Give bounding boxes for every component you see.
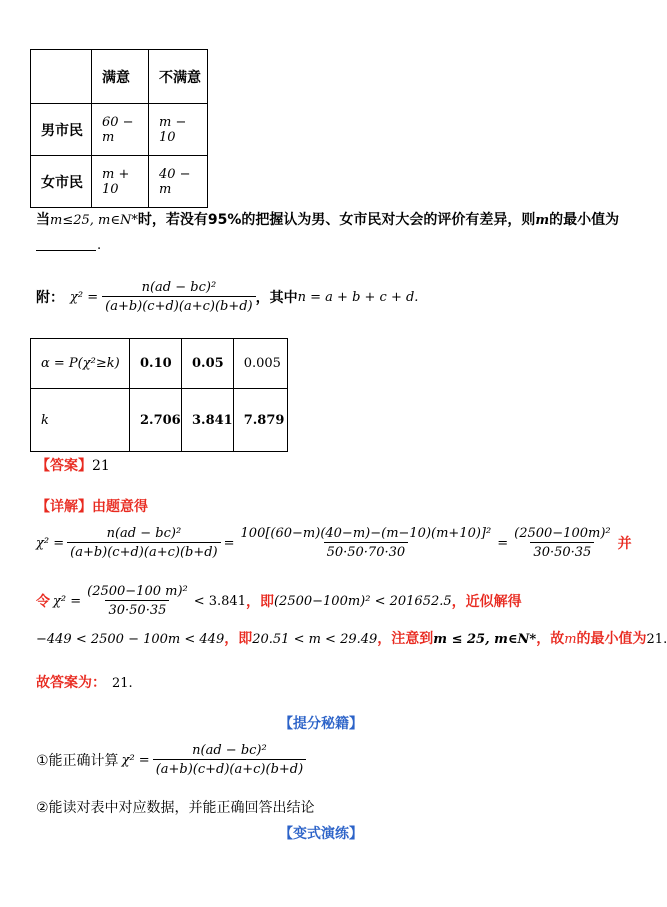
- table-corner-cell: [31, 50, 92, 104]
- tips-title: 【提分秘籍】: [279, 716, 363, 732]
- conclusion-line: 故答案为： 21.: [36, 675, 133, 691]
- cell-female-satisfied: m + 10: [92, 156, 149, 208]
- alpha-value: 0.05: [182, 339, 234, 389]
- chi-square-fraction: $\frac{\text{n(ad − bc)²}}{(a+b)(c+d)(a+c)(b+d)}$: [102, 280, 256, 314]
- cell-female-unsatisfied: 40 − m: [149, 156, 208, 208]
- alpha-value: 0.10: [130, 339, 182, 389]
- row-label-female: 女市民: [31, 156, 92, 208]
- inequality-fraction: $\frac{\text{(2500−100 m)²}}{30\cdot 50\cdot 35}$: [87, 584, 188, 618]
- question-text: 当m≤25, m∈N*时，若没有95%的把握认为男、女市民对大会的评价有差异，则m的最小值为: [36, 212, 620, 228]
- detail-solution-line: −449 < 2500 − 100m < 449，即20.51 < m < 29.49，注意到m ≤ 25, m∈N*，故m的最小值为21.: [36, 631, 667, 647]
- k-value: 3.841: [182, 389, 234, 452]
- answer-blank: [36, 250, 96, 251]
- question-condition: m≤25, m∈N*: [50, 213, 138, 228]
- alpha-label: α = P(χ²≥k): [31, 339, 130, 389]
- substituted-fraction: $\frac{\text{100[(60−m)(40−m)−(m−10)(m+10)]²}}{50\cdot 50\cdot 70\cdot 30}$: [240, 526, 492, 560]
- detail-inequality-line: 令 χ² = $\frac{\text{(2500−100 m)²}}{30\cdot 50\cdot 35}$ < 3.841 ，即 (2500−100m)² < 201652.5 ，近似解得: [36, 584, 522, 618]
- appendix-formula: 附： χ² = $\frac{\text{n(ad − bc)²}}{(a+b)(c+d)(a+c)(b+d)}$ ，其中 n = a + b + c + d.: [36, 280, 419, 314]
- answer-label: 【答案】: [36, 458, 92, 474]
- simplified-fraction: $\frac{\text{(2500−100m)²}}{30\cdot 50\cdot 35}$: [514, 526, 611, 560]
- answer-blank-end: .: [97, 238, 102, 253]
- k-value: 2.706: [130, 389, 182, 452]
- k-value: 7.879: [233, 389, 287, 452]
- k-label: k: [31, 389, 130, 452]
- header-unsatisfied: 不满意: [149, 50, 208, 104]
- cell-male-satisfied: 60 − m: [92, 104, 149, 156]
- formula-fraction: $\frac{\text{n(ad − bc)²}}{(a+b)(c+d)(a+c)(b+d)}$: [67, 526, 221, 560]
- detail-formula-line: χ² = $\frac{\text{n(ad − bc)²}}{(a+b)(c+d)(a+c)(b+d)}$ = $\frac{\text{100[(60−m)(40−m)−(m−10)(m+10)]²}}{50\cdot 50\cdot 70\cdot 30}$ = $\frac{\text{(2500−100m)²}}{30\cdot 50\cdot 35}$ 并: [36, 526, 632, 560]
- answer-value: 21: [92, 458, 110, 474]
- critical-value-table: [30, 338, 288, 452]
- contingency-table: [30, 49, 208, 208]
- header-satisfied: 满意: [92, 50, 149, 104]
- tip-fraction: $\frac{\text{n(ad − bc)²}}{(a+b)(c+d)(a+c)(b+d)}$: [153, 743, 307, 777]
- alpha-value: 0.005: [233, 339, 287, 389]
- variant-title: 【变式演练】: [279, 826, 363, 842]
- answer-line: [36, 455, 110, 475]
- detail-heading: 【详解】由题意得: [36, 499, 148, 515]
- cell-male-unsatisfied: m − 10: [149, 104, 208, 156]
- tip-item-1: ①能正确计算 χ² = $\frac{\text{n(ad − bc)²}}{(a+b)(c+d)(a+c)(b+d)}$: [36, 743, 306, 777]
- tip-item-2: ②能读对表中对应数据，并能正确回答出结论: [36, 800, 315, 816]
- row-label-male: 男市民: [31, 104, 92, 156]
